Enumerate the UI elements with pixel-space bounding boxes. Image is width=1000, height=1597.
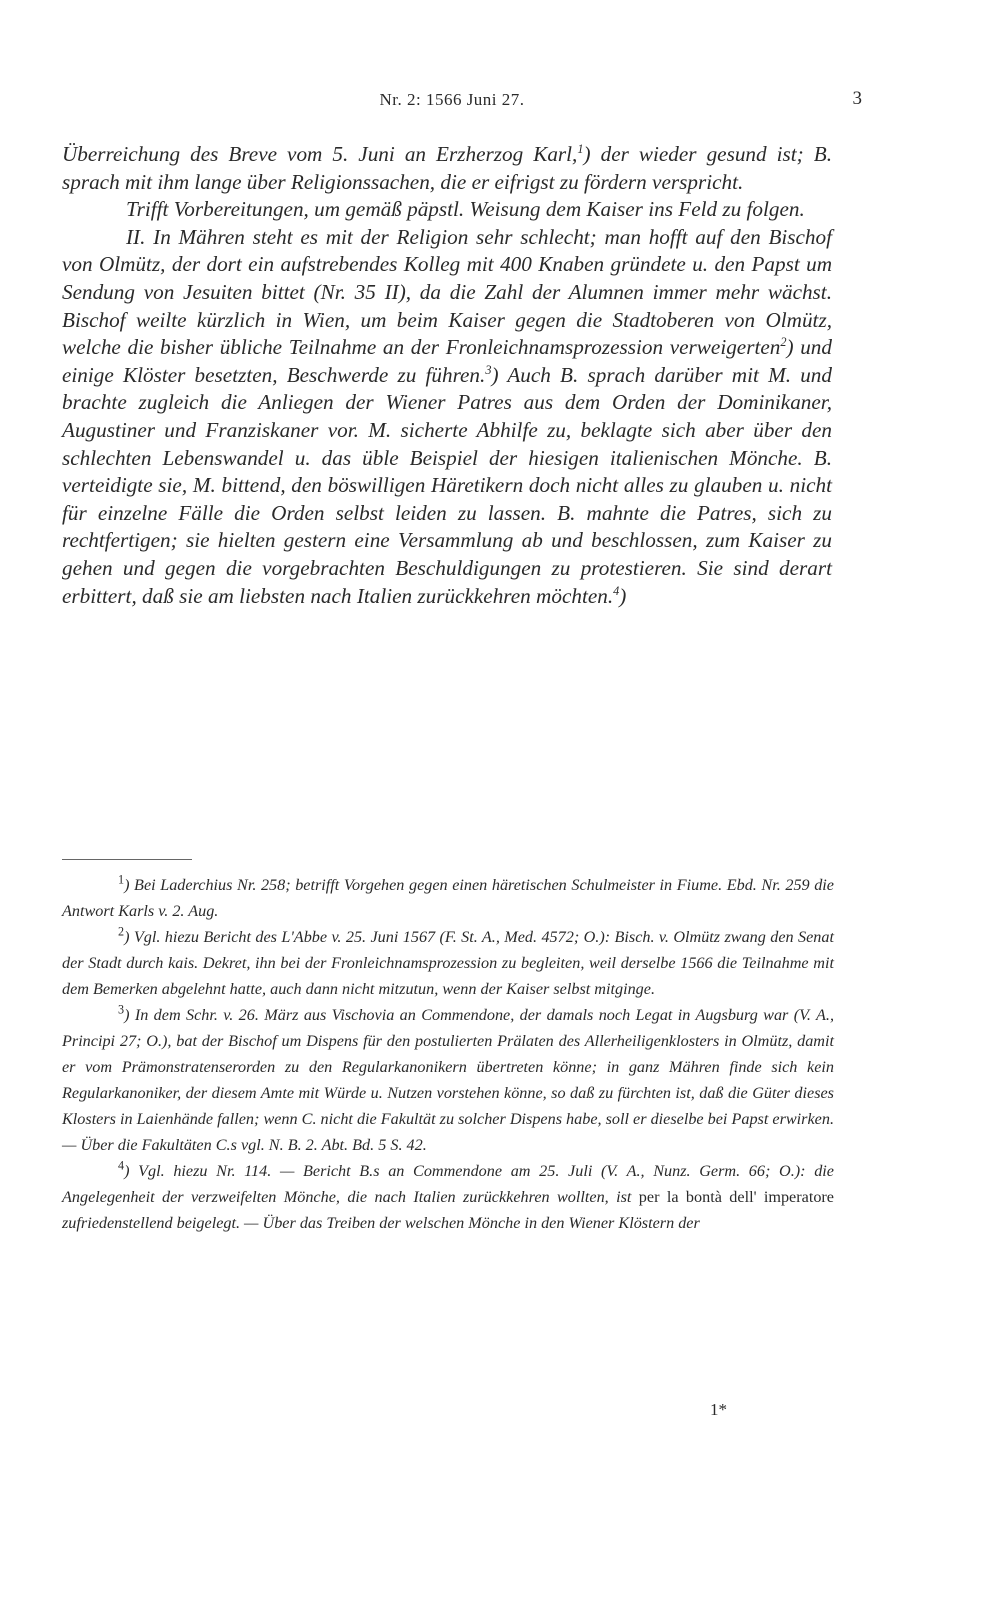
footnote-ref-2: 2 bbox=[780, 335, 787, 350]
footnote-4 bbox=[62, 1158, 834, 1236]
footnote-divider bbox=[62, 859, 192, 860]
page-number: 3 bbox=[852, 88, 862, 109]
body-text bbox=[62, 141, 832, 610]
footnote-3 bbox=[62, 1002, 834, 1158]
footnote-1 bbox=[62, 872, 834, 924]
footnote-1-number: 1 bbox=[118, 872, 125, 887]
running-title: Nr. 2: 1566 Juni 27. bbox=[379, 90, 525, 109]
paragraph-1 bbox=[62, 141, 832, 196]
paragraph-3-text-c: ) Auch B. sprach darüber mit M. und brachte zugleich die Anliegen der Wiener Patres aus dem Orden der Dominikaner, Augustiner und Franziskaner vor. M. sicherte Abhilfe zu, beklagte sich aber über den schlechten Lebenswandel u. das üble Beispiel der hiesigen italienischen Mönche. B. verteidigte sie, M. bittend, den böswilligen Häretikern doch nicht alles zu glauben u. nicht für einzelne Fälle die Orden selbst leiden zu lassen. B. mahnte die Patres, sich zu rechtfertigen; sie hielten gestern eine Versammlung ab und beschlossen, zum Kaiser zu gehen und gegen die vorgebrachten Beschuldigungen zu protestieren. Sie sind derart erbittert, daß sie am liebsten nach Italien zurückkehren möchten. bbox=[62, 362, 832, 608]
footnote-ref-4: 4 bbox=[613, 583, 620, 598]
footnote-4-text-a: ) Vgl. hiezu Nr. 114. — Bericht B.s an Commendone am 25. Juli (V. A., Nunz. Germ. 66; O.): die Angelegenheit der verzweifelten Mönche, die nach Italien zurückkehren wollten, ist bbox=[62, 1162, 834, 1206]
document-page bbox=[62, 0, 862, 1597]
footnote-ref-1: 1 bbox=[577, 141, 584, 156]
footnote-ref-3: 3 bbox=[485, 362, 492, 377]
footnote-1-text: ) Bei Laderchius Nr. 258; betrifft Vorgehen gegen einen häretischen Schulmeister in Fiume. Ebd. Nr. 259 die Antwort Karls v. 2. Aug. bbox=[62, 876, 834, 920]
footnote-4-number: 4 bbox=[118, 1158, 125, 1173]
footnotes bbox=[62, 872, 834, 1236]
paragraph-3-text-end: ) bbox=[619, 583, 627, 608]
footnote-4-text-b: zufriedenstellend beigelegt. — Über das Treiben der welschen Mönche in den Wiener Klöstern der bbox=[62, 1214, 700, 1232]
footnote-2 bbox=[62, 924, 834, 1002]
footnote-2-text: ) Vgl. hiezu Bericht des L'Abbe v. 25. Juni 1567 (F. St. A., Med. 4572; O.): Bisch. v. Olmütz zwang den Senat der Stadt durch kais. Dekret, ihn bei der Fronleichnamsprozession zu begleiten, weil derselbe 1566 die Teilnahme mit dem Bemerken abgelehnt hatte, auch dann nicht mitzutun, wenn der Kaiser selbst mitginge. bbox=[62, 928, 834, 998]
footnote-3-text: ) In dem Schr. v. 26. März aus Vischovia an Commendone, der damals noch Legat in Augsburg war (V. A., Principi 27; O.), bat der Bischof um Dispens für den postulierten Prälaten des Allerheiligenklosters in Olmütz, damit er vom Prämonstratenserorden zu den Regularkanonikern übertreten könne; in ganz Mähren finde sich kein Regularkanoniker, der diesem Amte mit Würde u. Nutzen vorstehen könne, so daß zu fürchten ist, daß die Güter dieses Klosters in Laienhände fallen; wenn C. nicht die Fakultät zu solcher Dispens habe, soll er dieselbe bei Papst erwirken. — Über die Fakultäten C.s vgl. N. B. 2. Abt. Bd. 5 S. 42. bbox=[62, 1006, 834, 1154]
footnote-4-quote: per la bontà dell' imperatore bbox=[638, 1188, 834, 1206]
paragraph-3 bbox=[62, 224, 832, 610]
paragraph-2: Trifft Vorbereitungen, um gemäß päpstl. Weisung dem Kaiser ins Feld zu folgen. bbox=[126, 197, 805, 222]
footnote-3-number: 3 bbox=[118, 1002, 125, 1017]
signature-mark: 1* bbox=[710, 1400, 727, 1419]
footnote-2-number: 2 bbox=[118, 924, 125, 939]
paragraph-1-text-end: ) der wieder gesund ist; B. sprach mit ihm lange über Religionssachen, die er eifrigst zu fördern verspricht. bbox=[62, 142, 832, 194]
running-head bbox=[62, 88, 862, 116]
paragraph-3-text-a: II. In Mähren steht es mit der Religion sehr schlecht; man hofft auf den Bischof von Olmütz, der dort ein aufstrebendes Kolleg mit 400 Knaben gründete u. den Papst um Sendung von Jesuiten bittet (Nr. 35 II), da die Zahl der Alumnen immer mehr wächst. Bischof weilte kürzlich in Wien, um beim Kaiser gegen die Stadtoberen von Olmütz, welche die bisher übliche Teilnahme an der Fronleichnamsprozession verweigerten bbox=[62, 224, 832, 360]
paragraph-3-text-b: ) und einige Klöster besetzten, Beschwerde zu führen. bbox=[62, 335, 832, 387]
paragraph-1-text: Überreichung des Breve vom 5. Juni an Erzherzog Karl, bbox=[62, 142, 578, 166]
